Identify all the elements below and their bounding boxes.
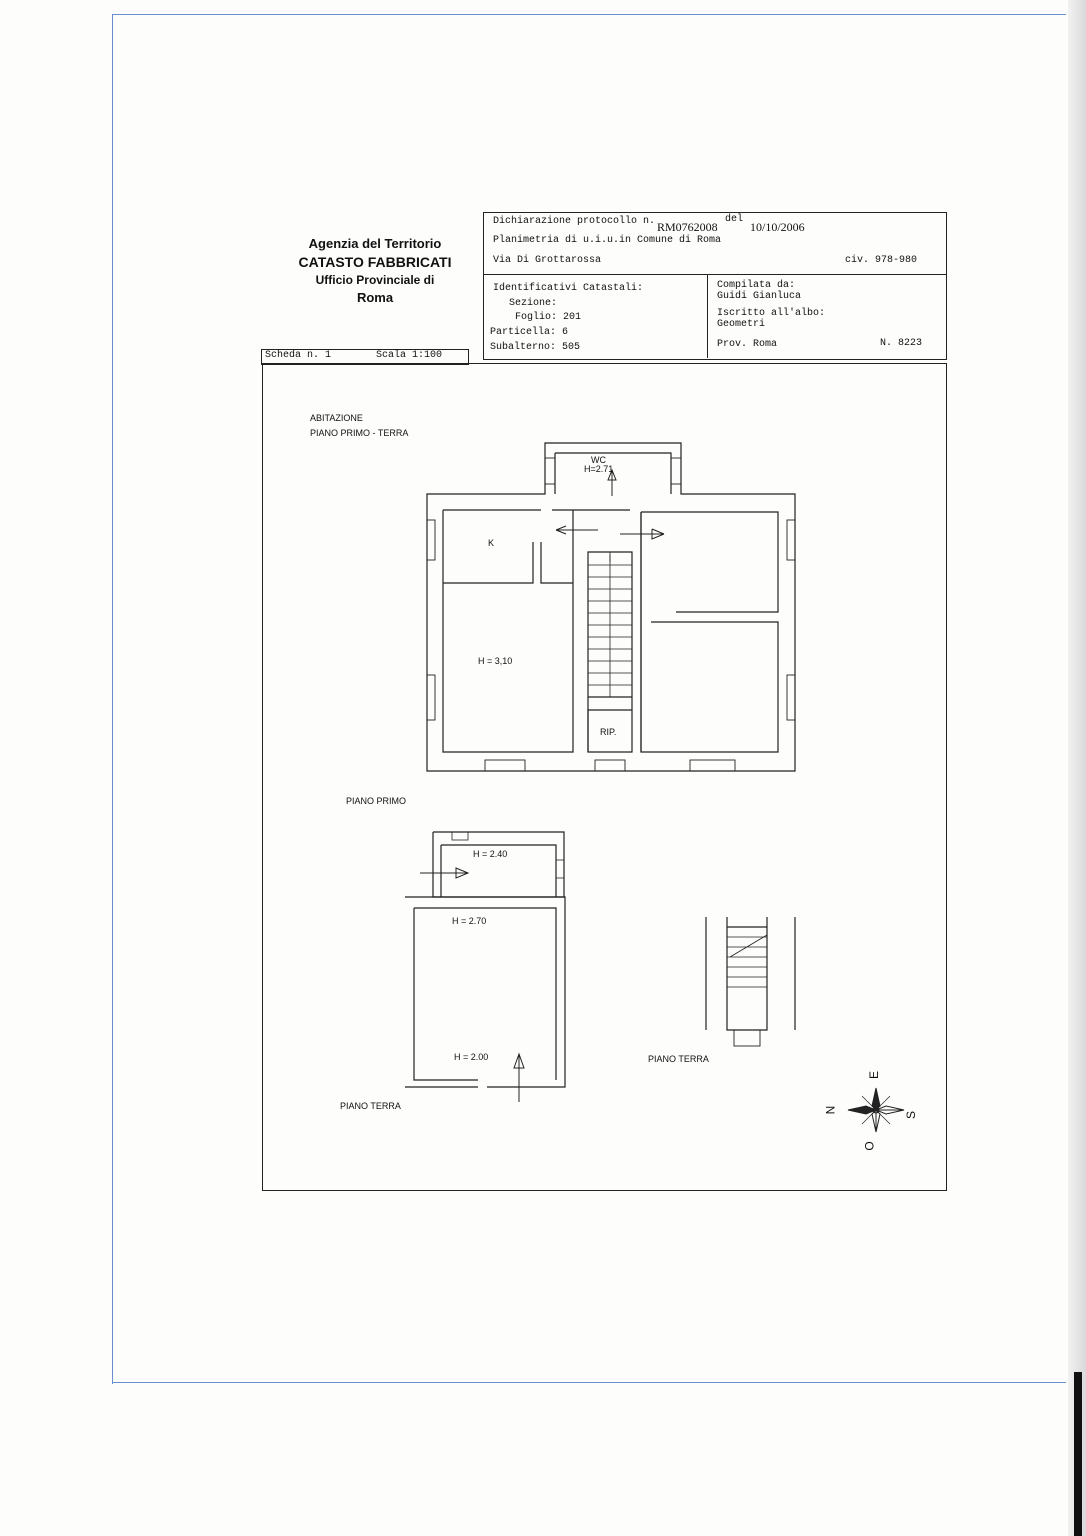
compiler-title: Compilata da: — [717, 280, 796, 291]
identifiers-particella: Particella: 6 — [490, 327, 569, 338]
scheda-scale: Scala 1:100 — [376, 350, 443, 361]
ground-room-arrow — [514, 1054, 524, 1102]
ground-stair-steps — [727, 935, 767, 987]
right-room-walls — [641, 512, 778, 752]
small-room-arrow — [420, 868, 468, 878]
height-270: H = 2.70 — [452, 916, 487, 926]
wc-label: WC — [591, 455, 606, 465]
compass-east: E — [867, 1070, 882, 1080]
identifiers-foglio: Foglio: 201 — [515, 312, 582, 323]
entry-arrows — [556, 470, 664, 562]
compass-south: S — [904, 1110, 919, 1120]
compass-west: O — [862, 1141, 877, 1151]
identifiers-subalterno: Subalterno: 505 — [490, 342, 581, 353]
scheda-number: Scheda n. 1 — [265, 350, 332, 361]
address-line: Via Di Grottarossa — [493, 255, 602, 266]
compiler-albo: Iscritto all'albo: — [717, 308, 826, 319]
piano-terra-right-label: PIANO TERRA — [648, 1054, 709, 1064]
kitchen-label: K — [488, 538, 495, 548]
plan-use-label: ABITAZIONE — [310, 413, 363, 423]
first-floor-outer-wall — [427, 443, 795, 771]
height-200: H = 2.00 — [454, 1052, 489, 1062]
agency-city: Roma — [356, 290, 394, 305]
corridor-walls — [573, 510, 641, 752]
compass-north: N — [823, 1105, 838, 1115]
protocol-del: del — [725, 214, 744, 225]
agency-name: Agenzia del Territorio — [308, 236, 442, 251]
plan-floors-label: PIANO PRIMO - TERRA — [310, 428, 409, 438]
first-floor-inner-wall — [443, 510, 573, 752]
compiler-profession: Geometri — [717, 319, 766, 330]
window-marks — [427, 458, 795, 771]
kitchen-walls — [443, 542, 573, 583]
compiler-province: Prov. Roma — [717, 339, 778, 350]
compiler-name: Guidi Gianluca — [717, 291, 802, 302]
storage-label: RIP. — [600, 727, 617, 737]
protocol-number: RM0762008 — [657, 220, 718, 234]
identifiers-title: Identificativi Catastali: — [493, 283, 644, 294]
planimetry-line: Planimetria di u.i.u.in Comune di Roma — [493, 235, 722, 246]
agency-catasto: CATASTO FABBRICATI — [298, 254, 452, 270]
agency-office: Ufficio Provinciale di — [315, 273, 435, 287]
ground-stair-walls — [706, 917, 795, 1030]
protocol-date: 10/10/2006 — [750, 220, 805, 234]
main-height: H = 3,10 — [478, 656, 513, 666]
wc-height: H=2.71 — [584, 464, 614, 474]
identifiers-sezione: Sezione: — [509, 298, 558, 309]
compiler-number: N. 8223 — [880, 338, 923, 349]
civic-number: civ. 978-980 — [845, 255, 918, 266]
protocol-prefix: Dichiarazione protocollo n. — [493, 216, 656, 227]
compass-rose — [848, 1088, 904, 1132]
small-room-walls — [433, 832, 564, 897]
piano-primo-label: PIANO PRIMO — [346, 796, 407, 806]
height-240: H = 2.40 — [473, 849, 508, 859]
piano-terra-left-label: PIANO TERRA — [340, 1101, 401, 1111]
stair-steps — [588, 552, 632, 697]
